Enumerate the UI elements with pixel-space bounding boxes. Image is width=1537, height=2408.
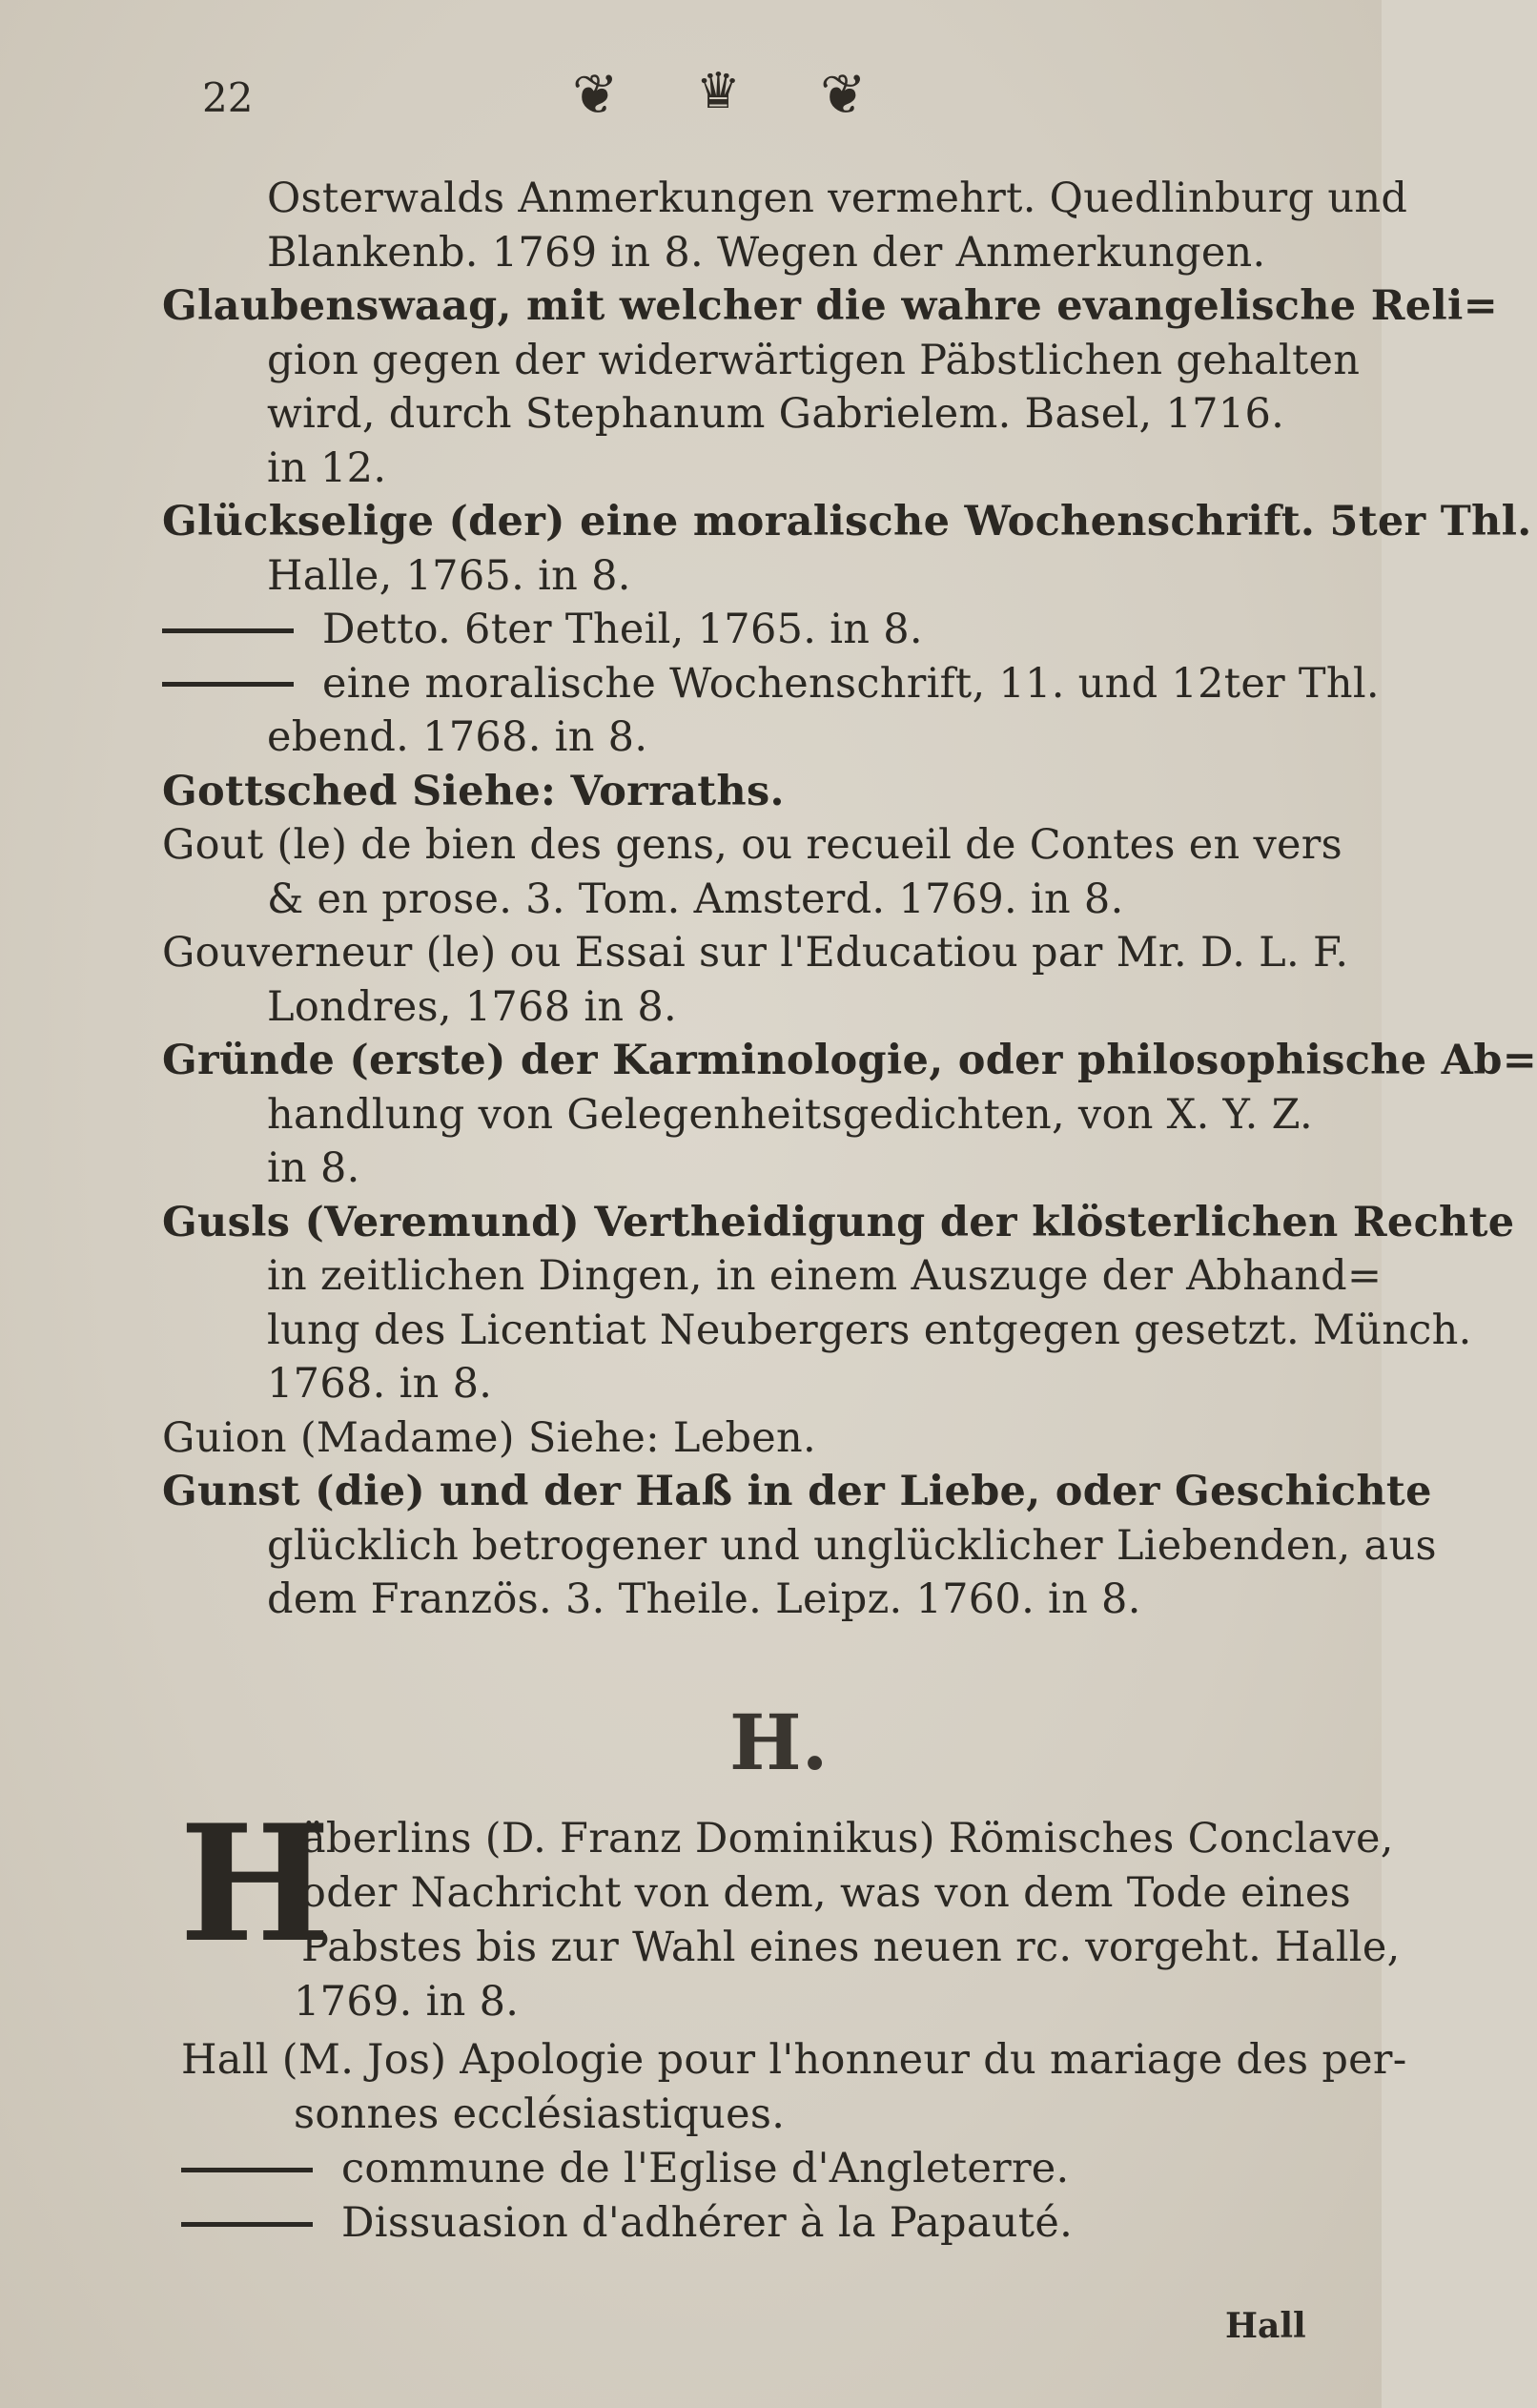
entry-text: commune de l'Eglise d'Angleterre. bbox=[341, 2145, 1070, 2192]
fleuron-left-icon: ❦ bbox=[572, 62, 619, 127]
entry-line: in 12. bbox=[267, 443, 387, 492]
entry-line bbox=[162, 657, 1380, 711]
catchword: Hall bbox=[1225, 2306, 1306, 2346]
ditto-dash bbox=[181, 2222, 313, 2227]
ditto-dash bbox=[181, 2168, 313, 2172]
entry-line: ebend. 1768. in 8. bbox=[267, 713, 648, 761]
crown-icon: ♛ bbox=[696, 63, 741, 120]
entry-line: Londres, 1768 in 8. bbox=[267, 982, 678, 1031]
entry-line: Pabstes bis zur Wahl eines neuen rc. vorgeht. Halle, bbox=[301, 1924, 1401, 1971]
entry-line: lung des Licentiat Neubergers entgegen gesetzt. Münch. bbox=[267, 1306, 1472, 1354]
entry-line: äberlins (D. Franz Dominikus) Römisches Conclave, bbox=[301, 1815, 1394, 1863]
g-entries bbox=[162, 172, 1537, 1627]
entry-line bbox=[181, 2196, 1407, 2251]
entry-line: & en prose. 3. Tom. Amsterd. 1769. in 8. bbox=[267, 875, 1124, 923]
entry-line: Osterwalds Anmerkungen vermehrt. Quedlinburg und bbox=[267, 175, 1408, 222]
h-entries bbox=[179, 1789, 1401, 2029]
drop-cap: H bbox=[179, 1789, 331, 1978]
entry-line: Halle, 1765. in 8. bbox=[267, 551, 631, 600]
entry-line: Gouverneur (le) ou Essai sur l'Educatiou par Mr. D. L. F. bbox=[162, 929, 1349, 977]
entry-text: Detto. 6ter Theil, 1765. in 8. bbox=[322, 606, 923, 653]
fleuron-right-icon: ❦ bbox=[820, 62, 867, 127]
entry-line: Gunst (die) und der Haß in der Liebe, oder Geschichte bbox=[162, 1468, 1432, 1515]
entry-line: handlung von Gelegenheitsgedichten, von X. Y. Z. bbox=[267, 1090, 1313, 1139]
ditto-dash bbox=[162, 628, 294, 633]
ditto-dash bbox=[162, 682, 294, 687]
entry-line: gion gegen der widerwärtigen Päbstlichen gehalten bbox=[267, 336, 1361, 384]
entry-line bbox=[162, 603, 1344, 657]
entry-line: glücklich betrogener und unglücklicher Liebenden, aus bbox=[267, 1521, 1437, 1570]
entry-line: 1768. in 8. bbox=[267, 1360, 493, 1408]
entry-line: sonnes ecclésiastiques. bbox=[294, 2090, 786, 2138]
entry-line: Gottsched Siehe: Vorraths. bbox=[162, 767, 785, 815]
entry-line: Hall (M. Jos) Apologie pour l'honneur du mariage des per- bbox=[181, 2036, 1407, 2084]
entry-line: in zeitlichen Dingen, in einem Auszuge der Abhand= bbox=[267, 1252, 1383, 1300]
entry-line: Gründe (erste) der Karminologie, oder philosophische Ab= bbox=[162, 1037, 1537, 1084]
page-header bbox=[0, 62, 1382, 134]
entry-line: wird, durch Stephanum Gabrielem. Basel, 1716. bbox=[267, 390, 1285, 438]
entry-line: Glückselige (der) eine moralische Wochenschrift. 5ter Thl. bbox=[162, 498, 1532, 545]
entry-text: eine moralische Wochenschrift, 11. und 12ter Thl. bbox=[322, 659, 1380, 708]
entry-text: Dissuasion d'adhérer à la Papauté. bbox=[341, 2199, 1074, 2247]
entry-line: Guion (Madame) Siehe: Leben. bbox=[162, 1413, 817, 1462]
entry-line: Glaubenswaag, mit welcher die wahre evangelische Reli= bbox=[162, 282, 1499, 330]
entry-line: Gout (le) de bien des gens, ou recueil de Contes en vers bbox=[162, 821, 1343, 869]
entry-line bbox=[181, 2142, 1407, 2196]
entry-line: Blankenb. 1769 in 8. Wegen der Anmerkungen. bbox=[267, 228, 1266, 277]
entry-line: Gusls (Veremund) Vertheidigung der klösterlichen Rechte bbox=[162, 1198, 1515, 1246]
entry-line: in 8. bbox=[267, 1144, 360, 1192]
entry-line: 1769. in 8. bbox=[294, 1978, 520, 2026]
page-number: 22 bbox=[202, 74, 254, 121]
entry-line: oder Nachricht von dem, was von dem Tode eines bbox=[301, 1869, 1351, 1917]
hall-entries bbox=[181, 2033, 1407, 2251]
section-heading-h: H. bbox=[729, 1698, 829, 1787]
entry-line: dem Französ. 3. Theile. Leipz. 1760. in 8. bbox=[267, 1575, 1141, 1623]
